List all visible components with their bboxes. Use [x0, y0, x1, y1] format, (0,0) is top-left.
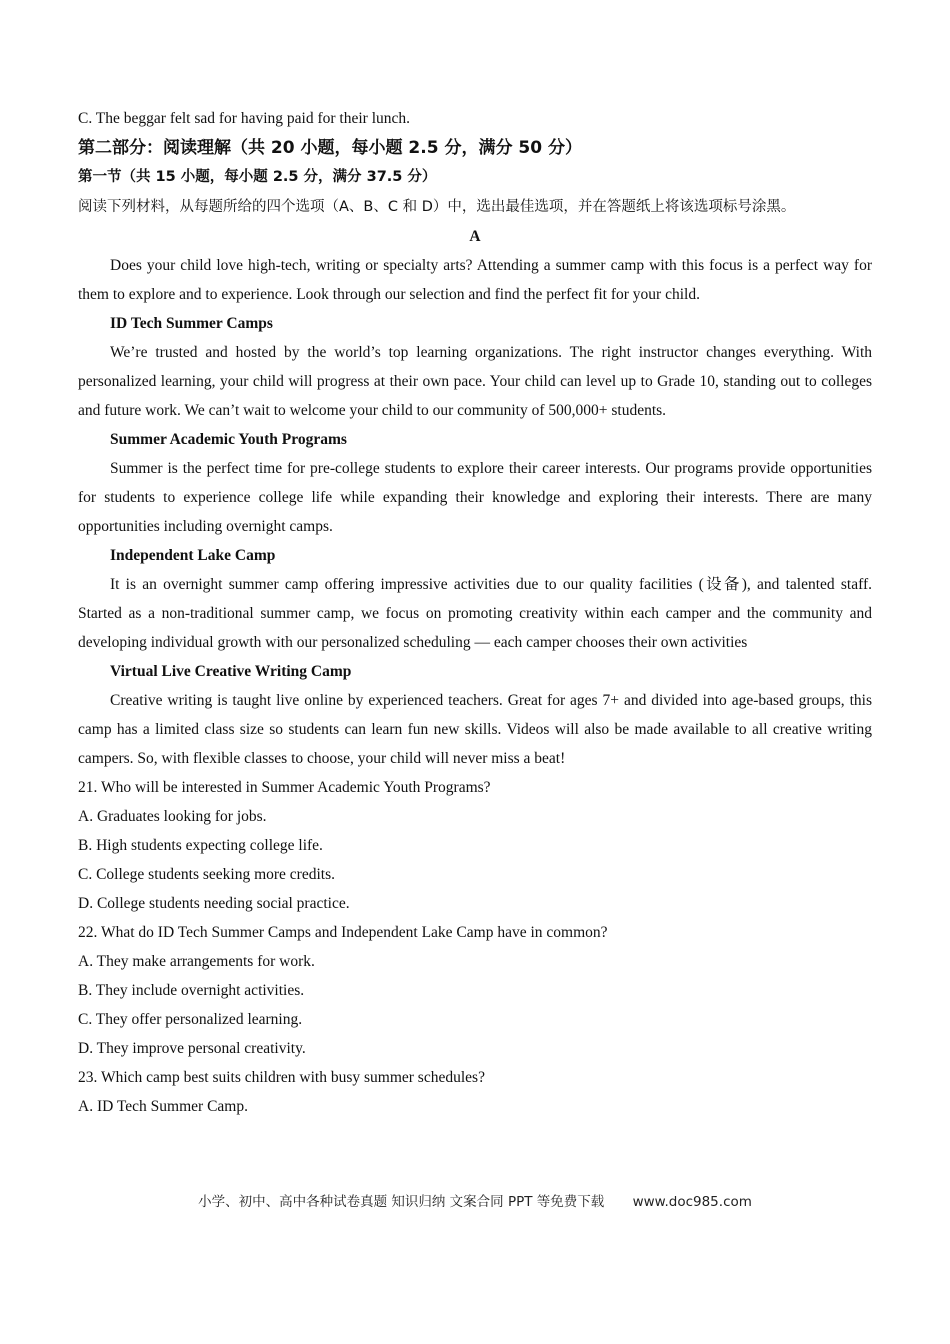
question-option: A. Graduates looking for jobs.	[78, 808, 267, 825]
footer-text: 小学、初中、高中各种试卷真题 知识归纳 文案合同 PPT 等免费下载	[198, 1194, 605, 1210]
footer-url[interactable]: www.doc985.com	[632, 1194, 752, 1210]
document-page	[78, 104, 872, 1121]
camp-description: We’re trusted and hosted by the world’s top learning organizations. The right instructor changes everything. With personalized learning, your child will progress at their own pace. Your child can level up to Grade 10, standing out to colleges and future work. We can’t wait to welcome your child to our community of 500,000+ students.	[78, 344, 872, 419]
instruction: 阅读下列材料，从每题所给的四个选项（A、B、C 和 D）中，选出最佳选项，并在答题纸上将该选项标号涂黑。	[78, 199, 796, 215]
section-title: 第二部分：阅读理解（共 20 小题，每小题 2.5 分，满分 50 分）	[78, 138, 582, 158]
camp-heading: Summer Academic Youth Programs	[110, 431, 347, 448]
previous-option: C. The beggar felt sad for having paid for their lunch.	[78, 110, 411, 127]
question-option: D. College students needing social practice.	[78, 895, 350, 912]
passage-label: A	[469, 228, 481, 245]
page-footer	[0, 1190, 950, 1210]
question-option: A. They make arrangements for work.	[78, 953, 315, 970]
camp-heading: Independent Lake Camp	[110, 547, 276, 564]
camp-heading: ID Tech Summer Camps	[110, 315, 273, 332]
question-option: D. They improve personal creativity.	[78, 1040, 306, 1057]
camp-description: Summer is the perfect time for pre-college students to explore their career interests. Our programs provide opportunities for students to experience college life while expanding their knowledge and exploring their interests. There are many opportunities including overnight camps.	[78, 460, 872, 535]
question-option: C. They offer personalized learning.	[78, 1011, 303, 1028]
question-option: B. They include overnight activities.	[78, 982, 305, 999]
question-stem: 22. What do ID Tech Summer Camps and Independent Lake Camp have in common?	[78, 924, 608, 941]
subsection-title: 第一节（共 15 小题，每小题 2.5 分，满分 37.5 分）	[78, 169, 437, 185]
question-option: B. High students expecting college life.	[78, 837, 323, 854]
question-option: C. College students seeking more credits.	[78, 866, 335, 883]
question-stem: 21. Who will be interested in Summer Academic Youth Programs?	[78, 779, 491, 796]
question-stem: 23. Which camp best suits children with busy summer schedules?	[78, 1069, 485, 1086]
camp-heading: Virtual Live Creative Writing Camp	[110, 663, 352, 680]
camp-description: Creative writing is taught live online by experienced teachers. Great for ages 7+ and divided into age-based groups, this camp has a limited class size so students can learn fun new skills. Videos will also be made available to all creative writing campers. So, with flexible classes to choose, your child will never miss a beat!	[78, 692, 872, 767]
passage-intro: Does your child love high-tech, writing or specialty arts? Attending a summer camp with this focus is a perfect way for them to explore and to experience. Look through our selection and find the perfect fit for your child.	[78, 257, 872, 303]
question-option: A. ID Tech Summer Camp.	[78, 1098, 248, 1115]
camp-description: It is an overnight summer camp offering impressive activities due to our quality facilities (设备), and talented staff. Started as a non-traditional summer camp, we focus on promoting creativity within each camper and the community and developing individual growth with our personalized scheduling — each camper chooses their own activities	[78, 576, 872, 651]
